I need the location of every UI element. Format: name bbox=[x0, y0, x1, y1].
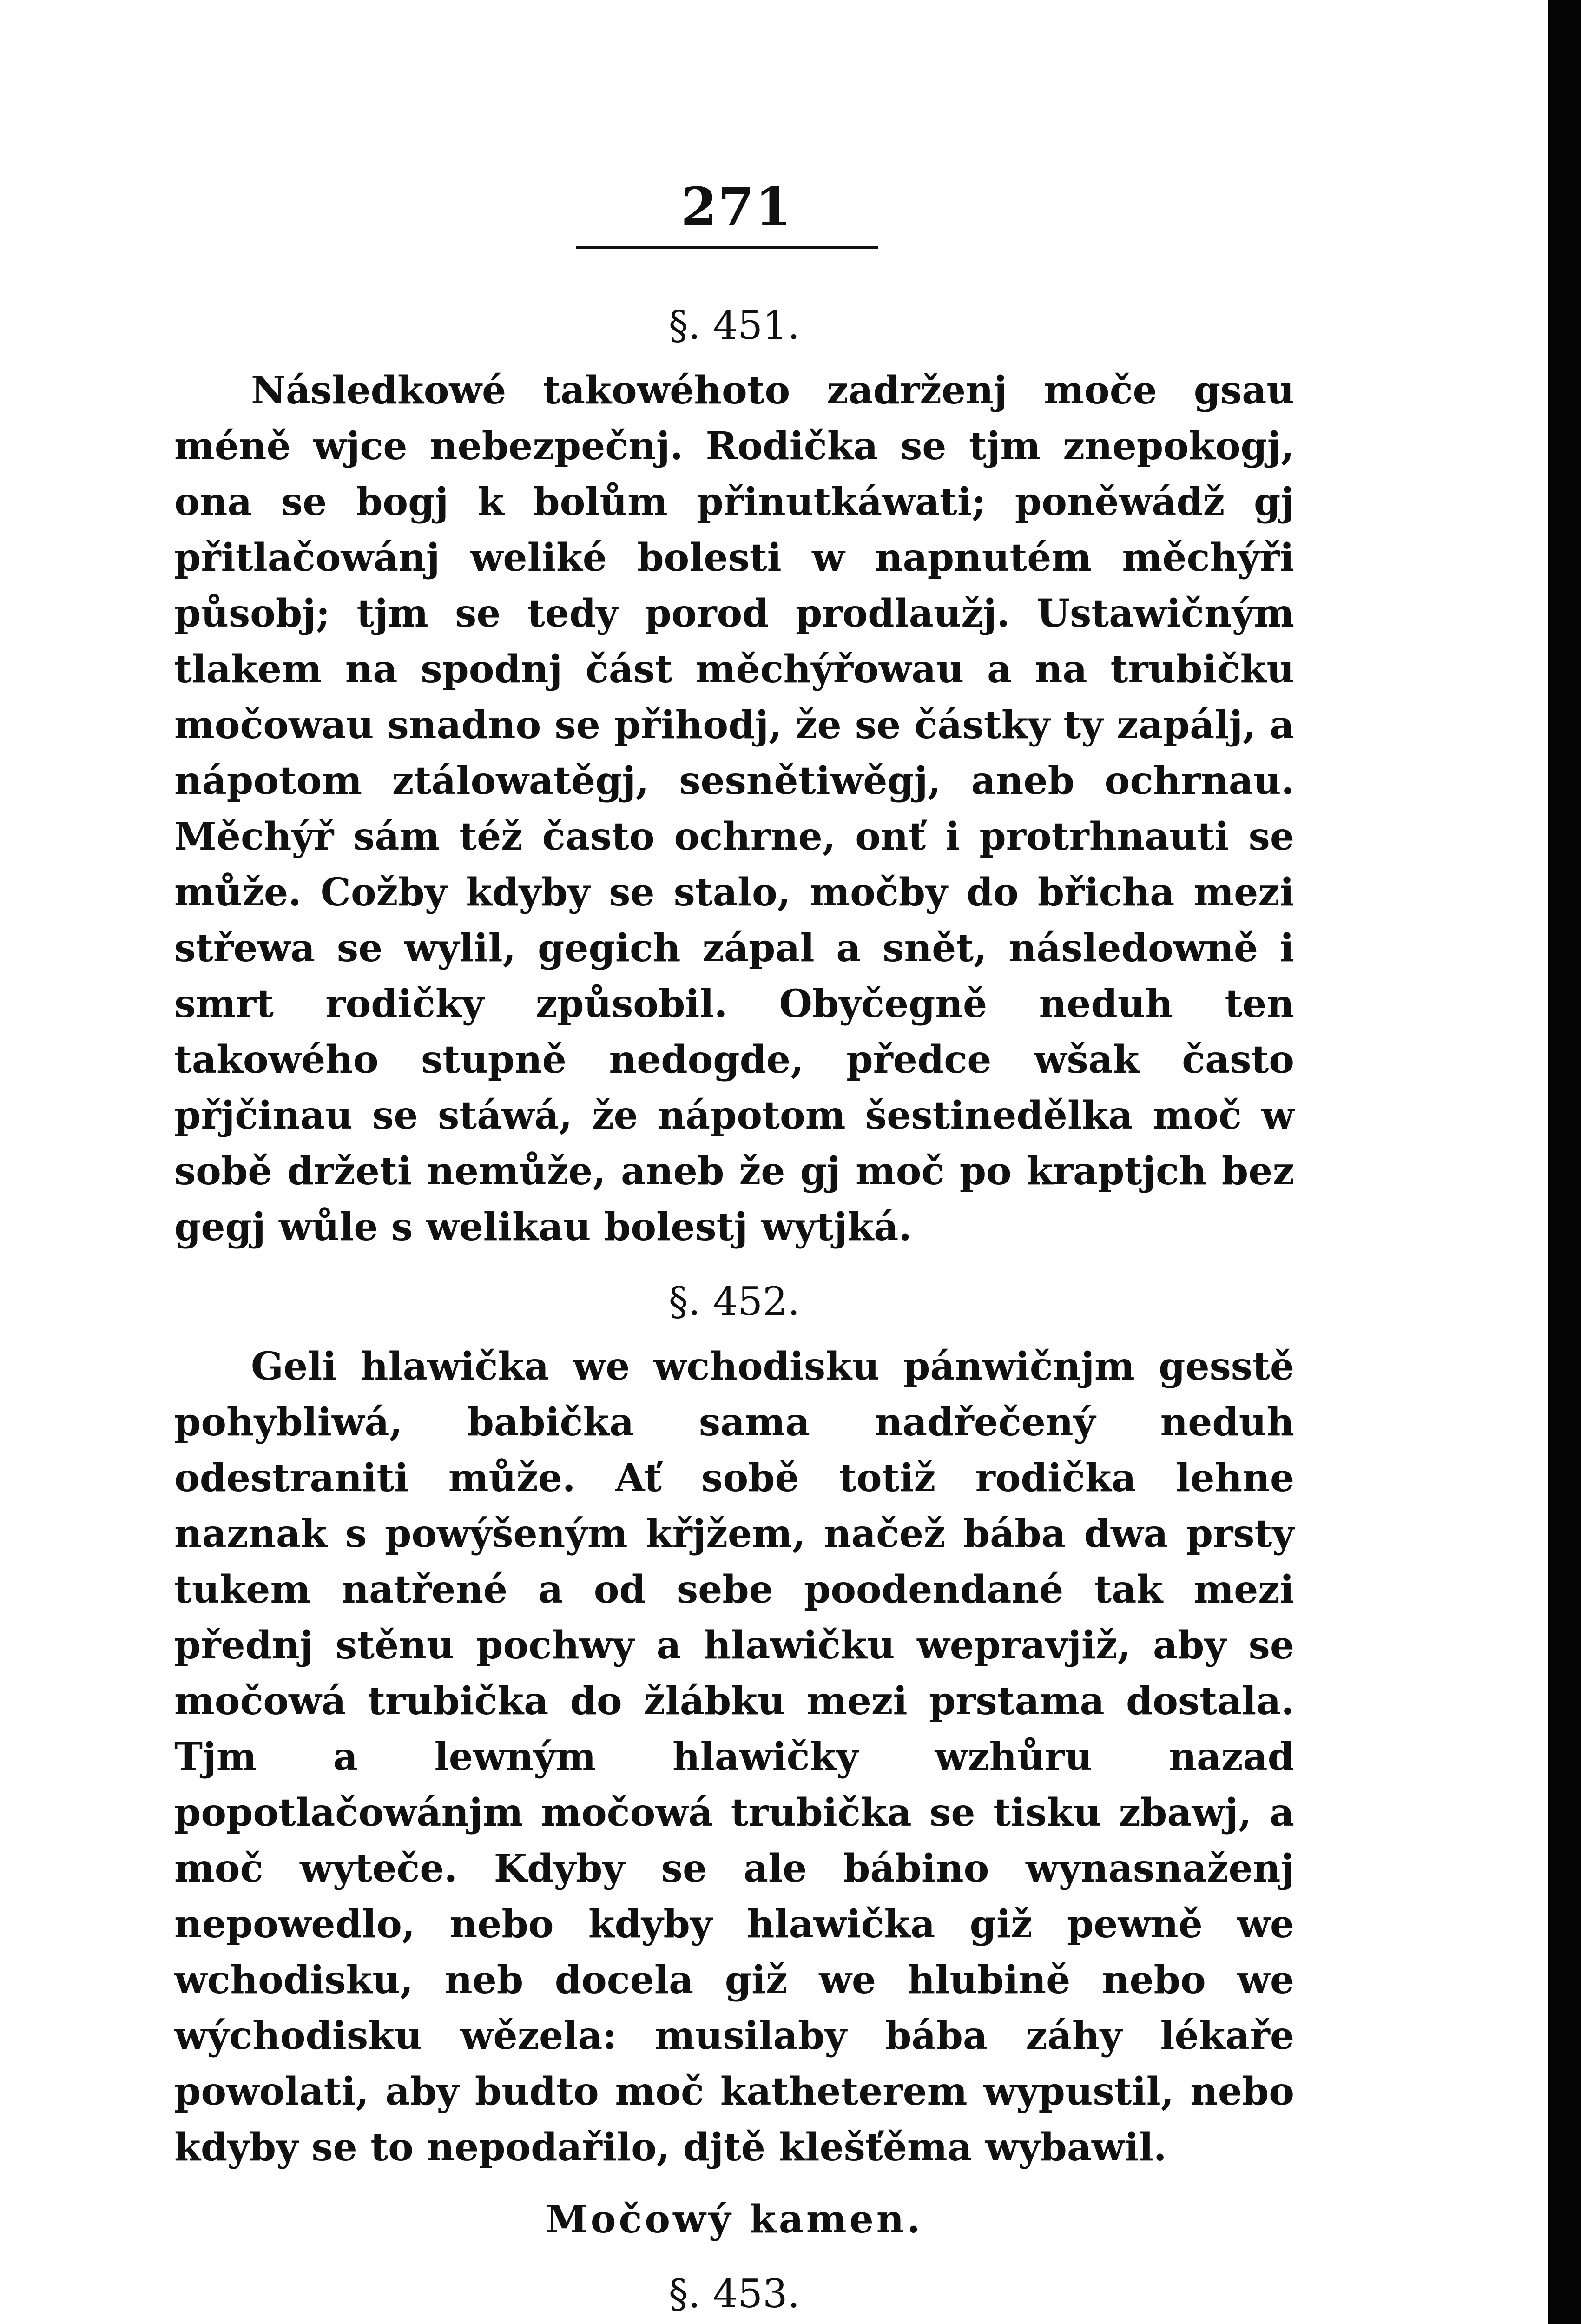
section-heading-453: §. 453. bbox=[668, 2271, 800, 2317]
section-heading-451: §. 451. bbox=[668, 303, 800, 348]
header-rule bbox=[576, 246, 878, 249]
scan-edge bbox=[1548, 0, 1581, 2324]
chapter-title: Močowý kamen. bbox=[546, 2197, 923, 2242]
page-content bbox=[174, 279, 1294, 2324]
section-heading-452: §. 452. bbox=[668, 1279, 800, 1324]
paragraph-452: Geli hlawička we wchodisku pánwičnjm gesstě pohybliwá, babička sama nadřečený neduh odestraniti může. Ať sobě totiž rodička lehne naznak s powýšeným křjžem, načež bába dwa prsty tukem natřené a od sebe poodendané tak mezi přednj stěnu pochwy a hlawičku wepravjiž, aby se močowá trubička do žlábku mezi prstama dostala. Tjm a lewným hlawičky wzhůru nazad popotlačowánjm močowá trubička se tisku zbawj, a moč wyteče. Kdyby se ale bábino wynasnaženj nepowedlo, nebo kdyby hlawička giž pewně we wchodisku, neb docela giž we hlubině nebo we wýchodisku wězela: musilaby bába záhy lékaře powolati, aby budto moč katheterem wypustil, nebo kdyby se to nepodařilo, djtě klešťěma wybawil. bbox=[174, 1344, 1294, 2170]
page-number: 271 bbox=[681, 177, 792, 238]
paragraph-451: Následkowé takowéhoto zadrženj moče gsau méně wjce nebezpečnj. Rodička se tjm znepokogj, ona se bogj k bolům přinutkáwati; poněwádž gj přitlačowánj weliké bolesti w napnutém měchýři působj; tjm se tedy porod prodlaužj. Ustawičným tlakem na spodnj část měchýřowau a na trubičku močowau snadno se přihodj, že se částky ty zapálj, a nápotom ztálowatěgj, sesnětiwěgj, aneb ochrnau. Měchýř sám též často ochrne, onť i protrhnauti se může. Cožby kdyby se stalo, močby do břicha mezi střewa se wylil, gegich zápal a snět, následowně i smrt rodičky způsobil. Obyčegně neduh ten takowého stupně nedogde, předce wšak často přjčinau se stáwá, že nápotom šestinedělka moč w sobě držeti nemůže, aneb že gj moč po kraptjch bez gegj wůle s welikau bolestj wytjká. bbox=[174, 368, 1294, 1249]
